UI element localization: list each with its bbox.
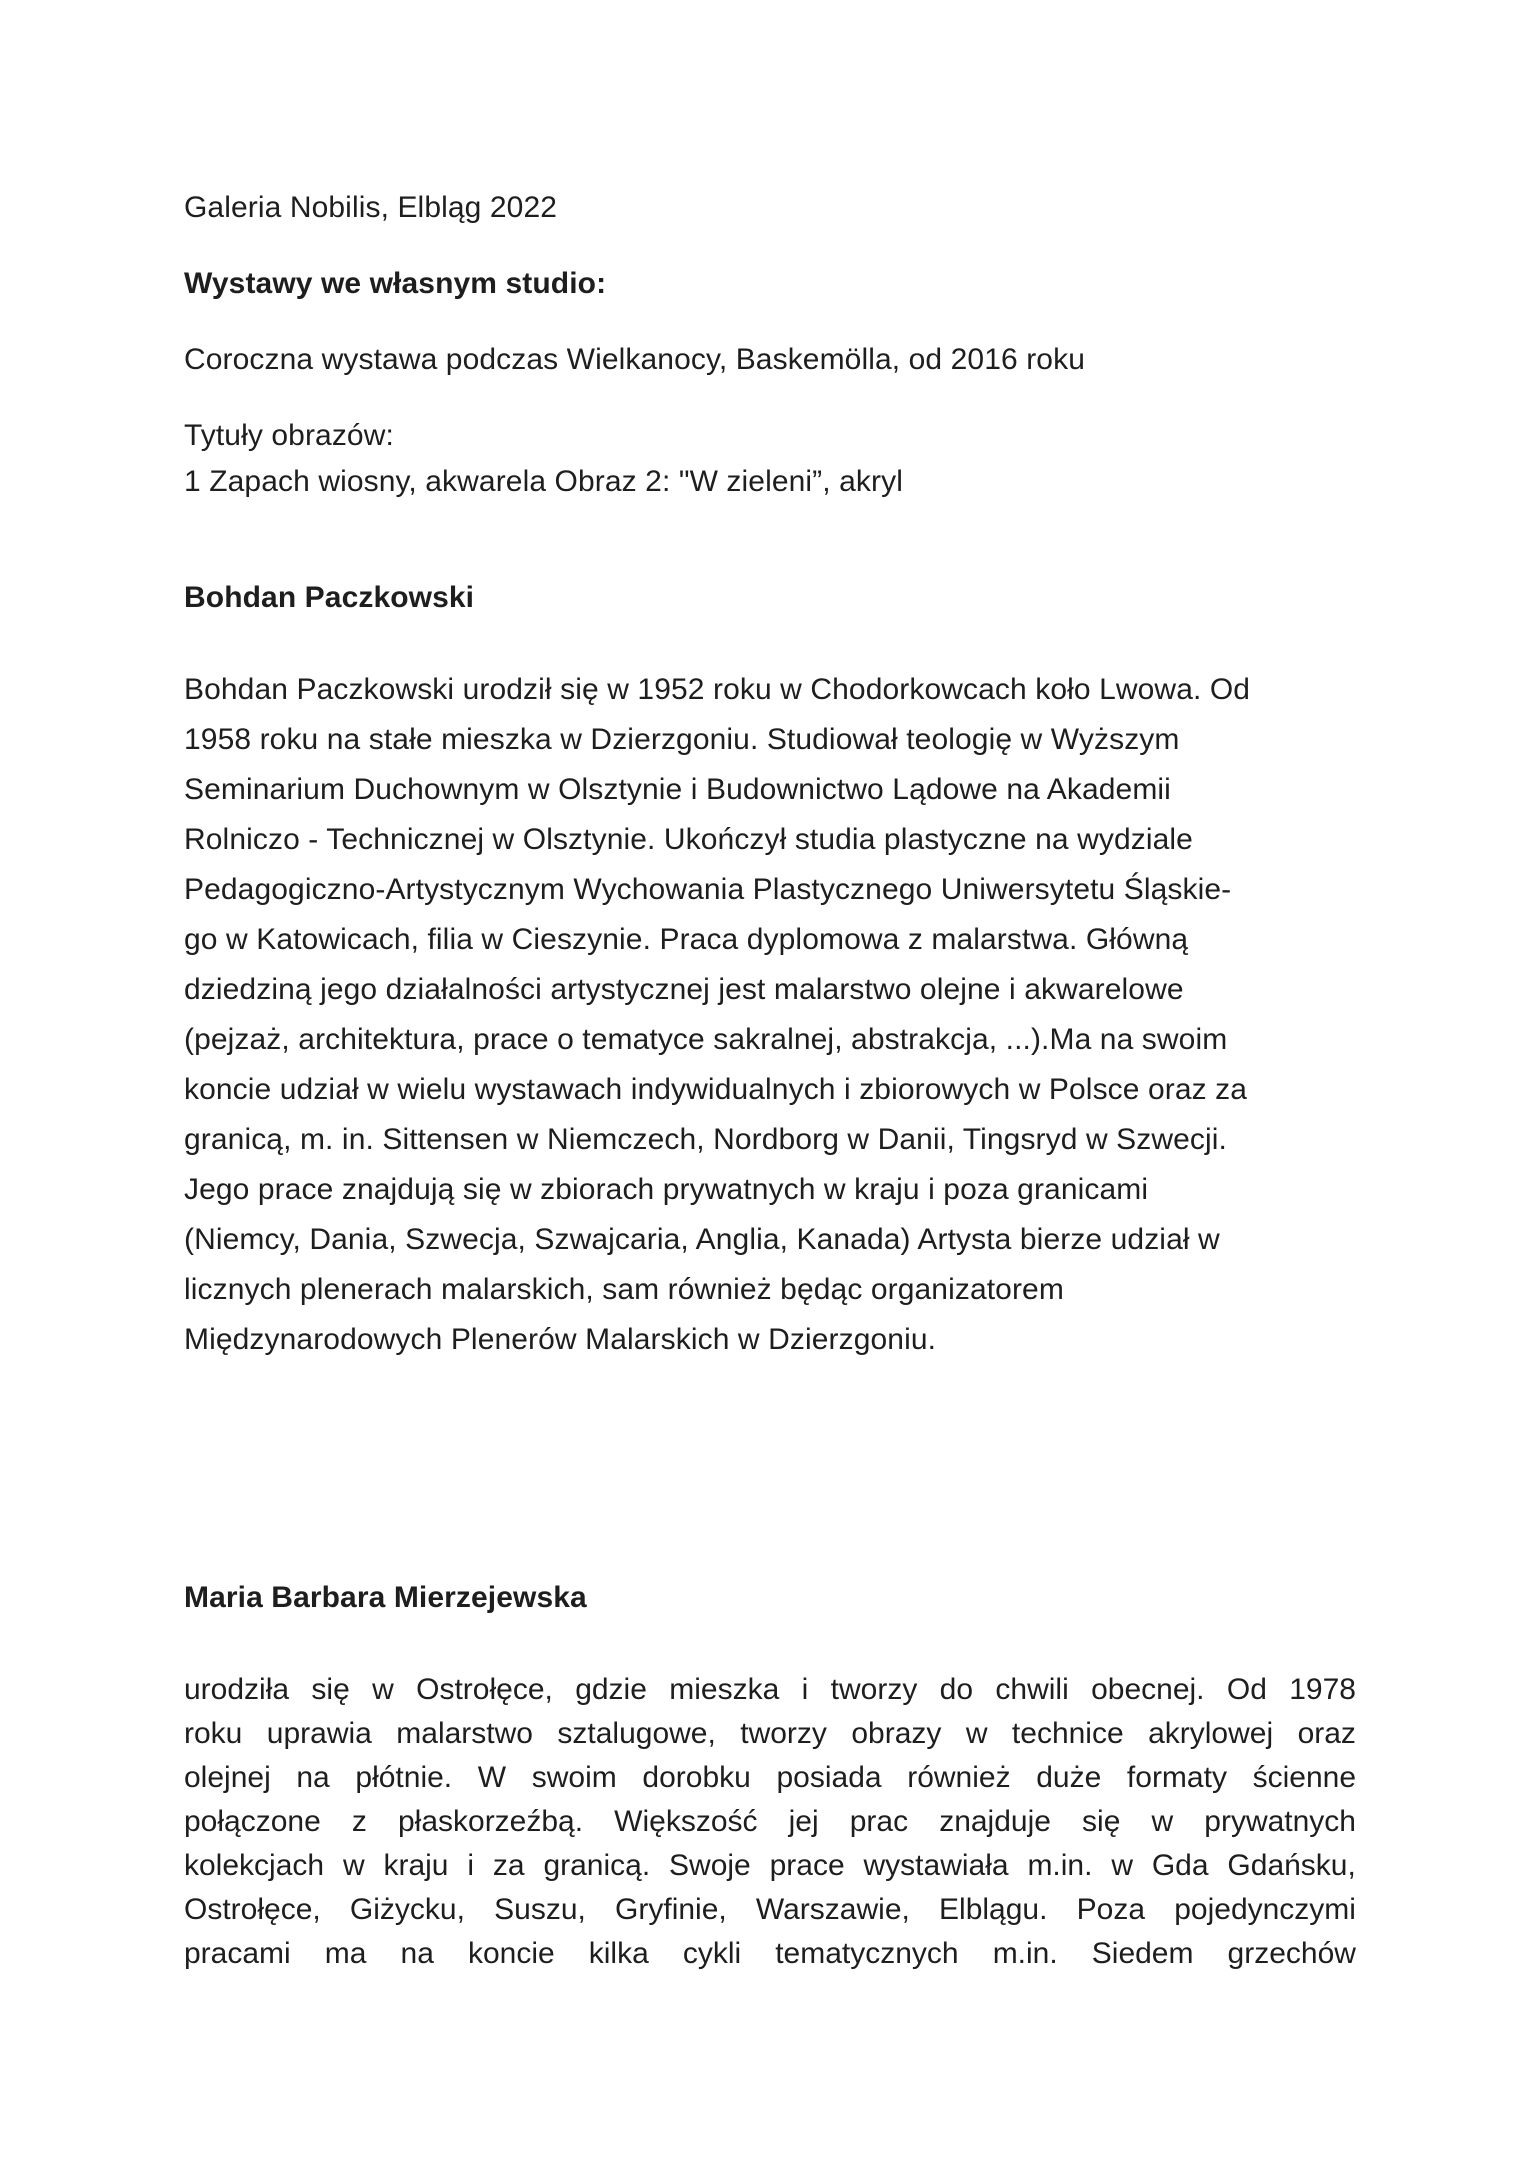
word: Warszawie,	[755, 1893, 910, 1926]
word: na	[296, 1761, 330, 1794]
word: chwili	[995, 1673, 1069, 1706]
word: prywatnych	[1204, 1805, 1356, 1838]
word: za	[492, 1849, 525, 1882]
word: prac	[849, 1805, 909, 1838]
word: się	[1082, 1805, 1121, 1838]
word: mieszka	[669, 1673, 780, 1706]
bio-line: Bohdan Paczkowski urodził się w 1952 roku w Chodorkowcach koło Lwowa. Od	[184, 673, 1251, 706]
word: tematycznych	[775, 1937, 959, 1970]
word: technice	[1011, 1717, 1124, 1750]
word: i	[467, 1849, 475, 1882]
bio-line	[184, 1672, 1356, 1708]
word: płaskorzeźbą.	[397, 1805, 584, 1838]
word: płótnie.	[355, 1761, 453, 1794]
word: z	[351, 1805, 367, 1838]
bio-line	[184, 1760, 1356, 1796]
word: Od	[1226, 1673, 1267, 1706]
word: m.in.	[1027, 1849, 1093, 1882]
word: w	[372, 1673, 394, 1706]
word: roku	[184, 1717, 243, 1750]
word: dorobku	[642, 1761, 751, 1794]
word: tworzy	[740, 1717, 827, 1750]
word: Gda	[1151, 1849, 1209, 1882]
word: m.in.	[992, 1937, 1058, 1970]
word: połączone	[184, 1805, 321, 1838]
bio-line: granicą, m. in. Sittensen w Niemczech, Nordborg w Danii, Tingsryd w Szwecji.	[184, 1123, 1227, 1156]
word: obecnej.	[1091, 1673, 1205, 1706]
bio-line: licznych plenerach malarskich, sam również będąc organizatorem	[184, 1273, 1064, 1306]
word: grzechów	[1227, 1937, 1356, 1970]
word: jej	[788, 1805, 819, 1838]
bio-line: koncie udział w wielu wystawach indywidualnych i zbiorowych w Polsce oraz za	[184, 1073, 1248, 1106]
word: do	[939, 1673, 974, 1706]
word: koncie	[467, 1937, 555, 1970]
word: olejnej	[184, 1761, 271, 1794]
word: W	[477, 1761, 507, 1794]
word: granicą.	[543, 1849, 651, 1882]
word: akrylowej	[1148, 1717, 1274, 1750]
annual-exhibition-line: Coroczna wystawa podczas Wielkanocy, Baskemölla, od 2016 roku	[184, 343, 1085, 376]
word: Swoje	[669, 1849, 751, 1882]
word: kilka	[588, 1937, 649, 1970]
bio-line: 1958 roku na stałe mieszka w Dzierzgoniu. Studiował teologię w Wyższym	[184, 723, 1180, 756]
word: formaty	[1126, 1761, 1227, 1794]
word: w	[1111, 1849, 1133, 1882]
bio-line: (Niemcy, Dania, Szwecja, Szwajcaria, Anglia, Kanada) Artysta bierze udział w	[184, 1223, 1220, 1256]
bio-line	[184, 1848, 1356, 1884]
word: obrazy	[851, 1717, 942, 1750]
word: duże	[1036, 1761, 1102, 1794]
artist-name-heading: Maria Barbara Mierzejewska	[184, 1581, 587, 1614]
word: 1978	[1289, 1673, 1356, 1706]
word: uprawia	[266, 1717, 372, 1750]
titles-label: Tytuły obrazów:	[184, 419, 394, 452]
titles-list: 1 Zapach wiosny, akwarela Obraz 2: "W zieleni”, akryl	[184, 465, 903, 498]
studio-heading: Wystawy we własnym studio:	[184, 267, 607, 300]
word: oraz	[1297, 1717, 1356, 1750]
word: kraju	[383, 1849, 449, 1882]
word: prace	[769, 1849, 845, 1882]
bio-line: Pedagogiczno-Artystycznym Wychowania Plastycznego Uniwersytetu Śląskie-	[184, 873, 1232, 906]
bio-line	[184, 1936, 1356, 1972]
word: sztalugowe,	[557, 1717, 716, 1750]
word: Siedem	[1091, 1937, 1194, 1970]
bio-line: (pejzaż, architektura, prace o tematyce sakralnej, abstrakcja, ...).Ma na swoim	[184, 1023, 1228, 1056]
word: Giżycku,	[349, 1893, 465, 1926]
bio-line	[184, 1892, 1356, 1928]
word: ma	[324, 1937, 367, 1970]
word: pojedynczymi	[1174, 1893, 1356, 1926]
word: ścienne	[1252, 1761, 1356, 1794]
word: w	[342, 1849, 365, 1882]
word: się	[311, 1673, 350, 1706]
word: w	[1151, 1805, 1174, 1838]
word: Suszu,	[494, 1893, 586, 1926]
word: malarstwo	[396, 1717, 533, 1750]
bio-line: Rolniczo - Technicznej w Olsztynie. Ukończył studia plastyczne na wydziale	[184, 823, 1193, 856]
bio-line: Międzynarodowych Plenerów Malarskich w Dzierzgoniu.	[184, 1323, 937, 1356]
word: urodziła	[184, 1673, 290, 1706]
gallery-line: Galeria Nobilis, Elbląg 2022	[184, 191, 558, 224]
word: Gdańsku,	[1227, 1849, 1356, 1882]
word: w	[965, 1717, 988, 1750]
word: również	[907, 1761, 1011, 1794]
artist-name-heading: Bohdan Paczkowski	[184, 581, 475, 614]
word: swoim	[531, 1761, 617, 1794]
bio-line: go w Katowicach, filia w Cieszynie. Praca dyplomowa z malarstwa. Główną	[184, 923, 1189, 956]
word: Większość	[614, 1805, 758, 1838]
bio-line	[184, 1804, 1356, 1840]
word: pracami	[184, 1937, 291, 1970]
bio-line	[184, 1716, 1356, 1752]
word: cykli	[682, 1937, 742, 1970]
word: posiada	[776, 1761, 882, 1794]
word: i	[801, 1673, 809, 1706]
word: Ostrołęce,	[416, 1673, 553, 1706]
word: znajduje	[939, 1805, 1051, 1838]
word: gdzie	[575, 1673, 647, 1706]
word: Poza	[1076, 1893, 1146, 1926]
word: Gryfinie,	[615, 1893, 727, 1926]
word: wystawiała	[863, 1849, 1009, 1882]
word: na	[400, 1937, 434, 1970]
bio-line: dziedziną jego działalności artystycznej jest malarstwo olejne i akwarelowe	[184, 973, 1184, 1006]
word: Ostrołęce,	[184, 1893, 321, 1926]
word: tworzy	[830, 1673, 918, 1706]
word: kolekcjach	[184, 1849, 325, 1882]
word: Elblągu.	[939, 1893, 1048, 1926]
bio-line: Seminarium Duchownym w Olsztynie i Budownictwo Lądowe na Akademii	[184, 773, 1171, 806]
bio-line: Jego prace znajdują się w zbiorach prywatnych w kraju i poza granicami	[184, 1173, 1149, 1206]
